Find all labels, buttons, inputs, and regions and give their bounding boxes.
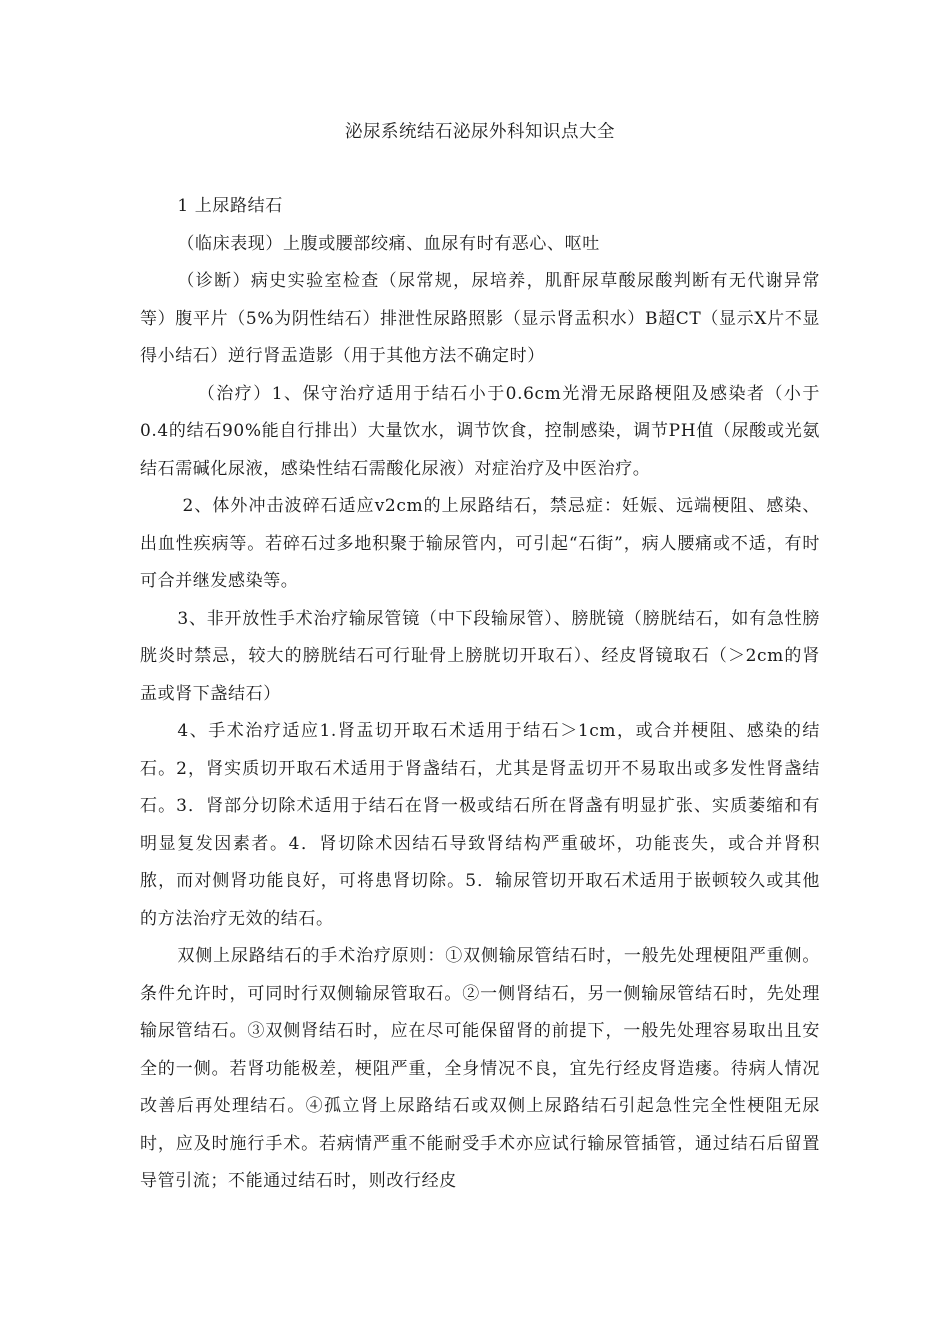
document-title: 泌尿系统结石泌尿外科知识点大全	[345, 122, 615, 142]
paragraph-treatment-endoscopic: 3、非开放性手术治疗输尿管镜（中下段输尿管）、膀胱镜（膀胱结石，如有急性膀胱炎时禁忌，较大的膀胱结石可行耻骨上膀胱切开取石）、经皮肾镜取石（＞2cm的肾盂或肾下盏结石）	[140, 608, 820, 704]
section-heading-upper-urinary-stones: 1 上尿路结石	[177, 196, 283, 216]
paragraph-treatment-eswl: 2、体外冲击波碎石适应v2cm的上尿路结石，禁忌症：妊娠、远端梗阻、感染、出血性疾病等。若碎石过多地积聚于输尿管内，可引起“石街”，病人腰痛或不适，有时可合并继发感染等。	[140, 496, 820, 591]
paragraph-clinical-presentation: （临床表现）上腹或腰部绞痛、血尿有时有恶心、呕吐	[177, 233, 600, 254]
paragraph-treatment-conservative: （治疗）1、保守治疗适用于结石小于0.6cm光滑无尿路梗阻及感染者（小于0.4的结石90%能自行排出）大量饮水，调节饮食，控制感染，调节PH值（尿酸或光氨结石需碱化尿液，感染性结石需酸化尿液）对症治疗及中医治疗。	[140, 383, 820, 479]
paragraph-treatment-surgery: 4、手术治疗适应1.肾盂切开取石术适用于结石＞1cm，或合并梗阻、感染的结石。2，肾实质切开取石术适用于肾盏结石，尤其是肾盂切开不易取出或多发性肾盏结石。3．肾部分切除术适用于结石在肾一极或结石所在肾盏有明显扩张、实质萎缩和有明显复发因素者。4．肾切除术因结石导致肾结构严重破坏，功能丧失，或合并肾积脓，而对侧肾功能良好，可将患肾切除。5．输尿管切开取石术适用于嵌顿较久或其他的方法治疗无效的结石。	[140, 721, 820, 929]
paragraph-diagnosis: （诊断）病史实验室检查（尿常规，尿培养，肌酐尿草酸尿酸判断有无代谢异常等）腹平片（5%为阴性结石）排泄性尿路照影（显示肾盂积水）B超CT（显示X片不显得小结石）逆行肾盂造影（用于其他方法不确定时）	[140, 271, 820, 366]
document-body	[140, 188, 820, 1201]
paragraph-bilateral-principles: 双侧上尿路结石的手术治疗原则：①双侧输尿管结石时，一般先处理梗阻严重侧。条件允许时，可同时行双侧输尿管取石。②一侧肾结石，另一侧输尿管结石时，先处理输尿管结石。③双侧肾结石时，应在尽可能保留肾的前提下，一般先处理容易取出且安全的一侧。若肾功能极差，梗阻严重，全身情况不良，宜先行经皮肾造瘘。待病人情况改善后再处理结石。④孤立肾上尿路结石或双侧上尿路结石引起急性完全性梗阻无尿时，应及时施行手术。若病情严重不能耐受手术亦应试行输尿管插管，通过结石后留置导管引流；不能通过结石时，则改行经皮	[140, 946, 820, 1191]
